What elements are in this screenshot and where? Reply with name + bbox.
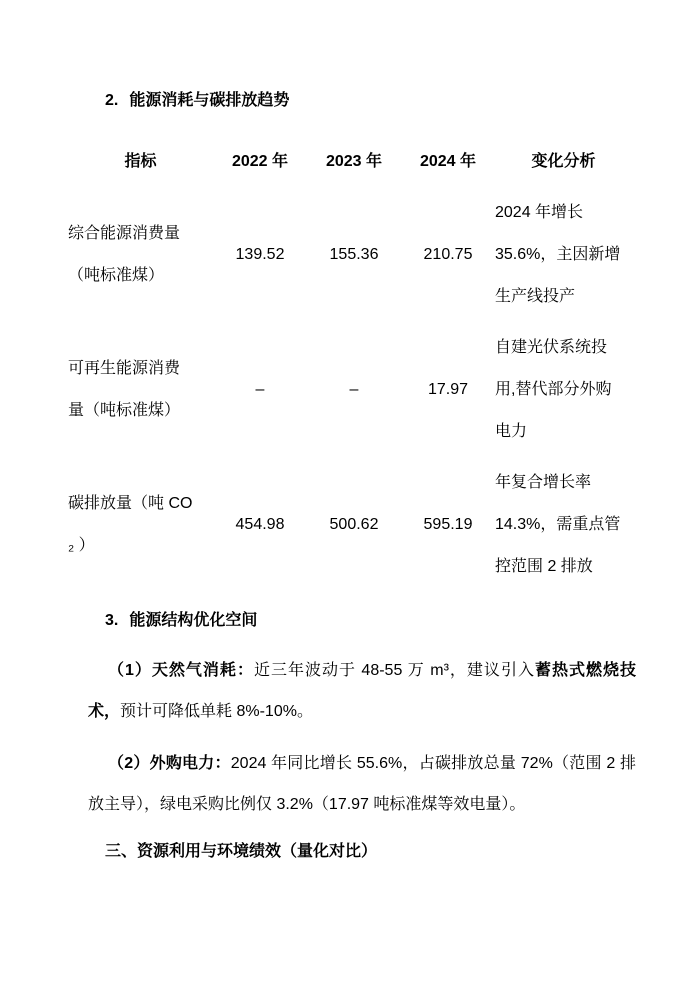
value-2024-cell: 210.75 [423, 245, 473, 263]
purchased-power-lead: （2）外购电力： [108, 755, 231, 772]
section-3-number: 3. [105, 612, 119, 629]
table-row-renewable-energy [68, 322, 632, 457]
section-3-title: 能源结构优化空间 [129, 612, 258, 629]
section-2-title: 能源消耗与碳排放趋势 [129, 92, 290, 109]
header-2024: 2024 年 [419, 153, 477, 170]
value-2024-cell: 17.97 [427, 380, 469, 398]
header-analysis: 变化分析 [531, 153, 596, 170]
energy-table [68, 137, 632, 592]
value-2022-cell: 454.98 [235, 515, 285, 533]
table-header-row [68, 137, 632, 187]
paragraph-purchased-power: （2）外购电力：2024 年同比增长 55.6%，占碳排放总量 72%（范围 2 排放主导），绿电采购比例仅 3.2%（17.97 吨标准煤等效电量）。 [88, 755, 636, 813]
section-three-title: 三、资源利用与环境绩效（量化对比） [105, 843, 378, 860]
section-3-heading [88, 610, 636, 632]
value-2023-cell: – [349, 380, 359, 398]
value-2024-cell: 595.19 [423, 515, 473, 533]
natural-gas-lead: （1）天然气消耗： [108, 662, 254, 679]
analysis-cell: 2024 年增长 35.6%，主因新增 生产线投产 [495, 203, 621, 305]
table-row-total-energy [68, 187, 632, 322]
header-indicator: 指标 [124, 153, 157, 170]
section-2-heading [88, 90, 636, 112]
value-2022-cell: 139.52 [235, 245, 285, 263]
value-2023-cell: 155.36 [329, 245, 379, 263]
table-row-carbon-emissions [68, 457, 632, 592]
metric-label-cell: 综合能源消费量 （吨标准煤） [68, 224, 181, 284]
analysis-cell: 自建光伏系统投 用,替代部分外购 电力 [495, 338, 612, 440]
metric-label-cell: 可再生能源消费 量（吨标准煤） [68, 359, 181, 419]
section-three-heading [88, 841, 636, 863]
analysis-cell: 年复合增长率 14.3%，需重点管 控范围 2 排放 [495, 473, 621, 575]
header-2023: 2023 年 [325, 153, 383, 170]
header-2022: 2022 年 [231, 153, 289, 170]
section-2-number: 2. [105, 92, 119, 109]
metric-label-cell: 碳排放量（吨 CO ₂ ） [68, 494, 193, 554]
value-2023-cell: 500.62 [329, 515, 379, 533]
value-2022-cell: – [255, 380, 265, 398]
paragraph-natural-gas: （1）天然气消耗：近三年波动于 48-55 万 m³，建议引入蓄热式燃烧技术，预计可降低单耗 8%-10%。 [88, 662, 636, 720]
